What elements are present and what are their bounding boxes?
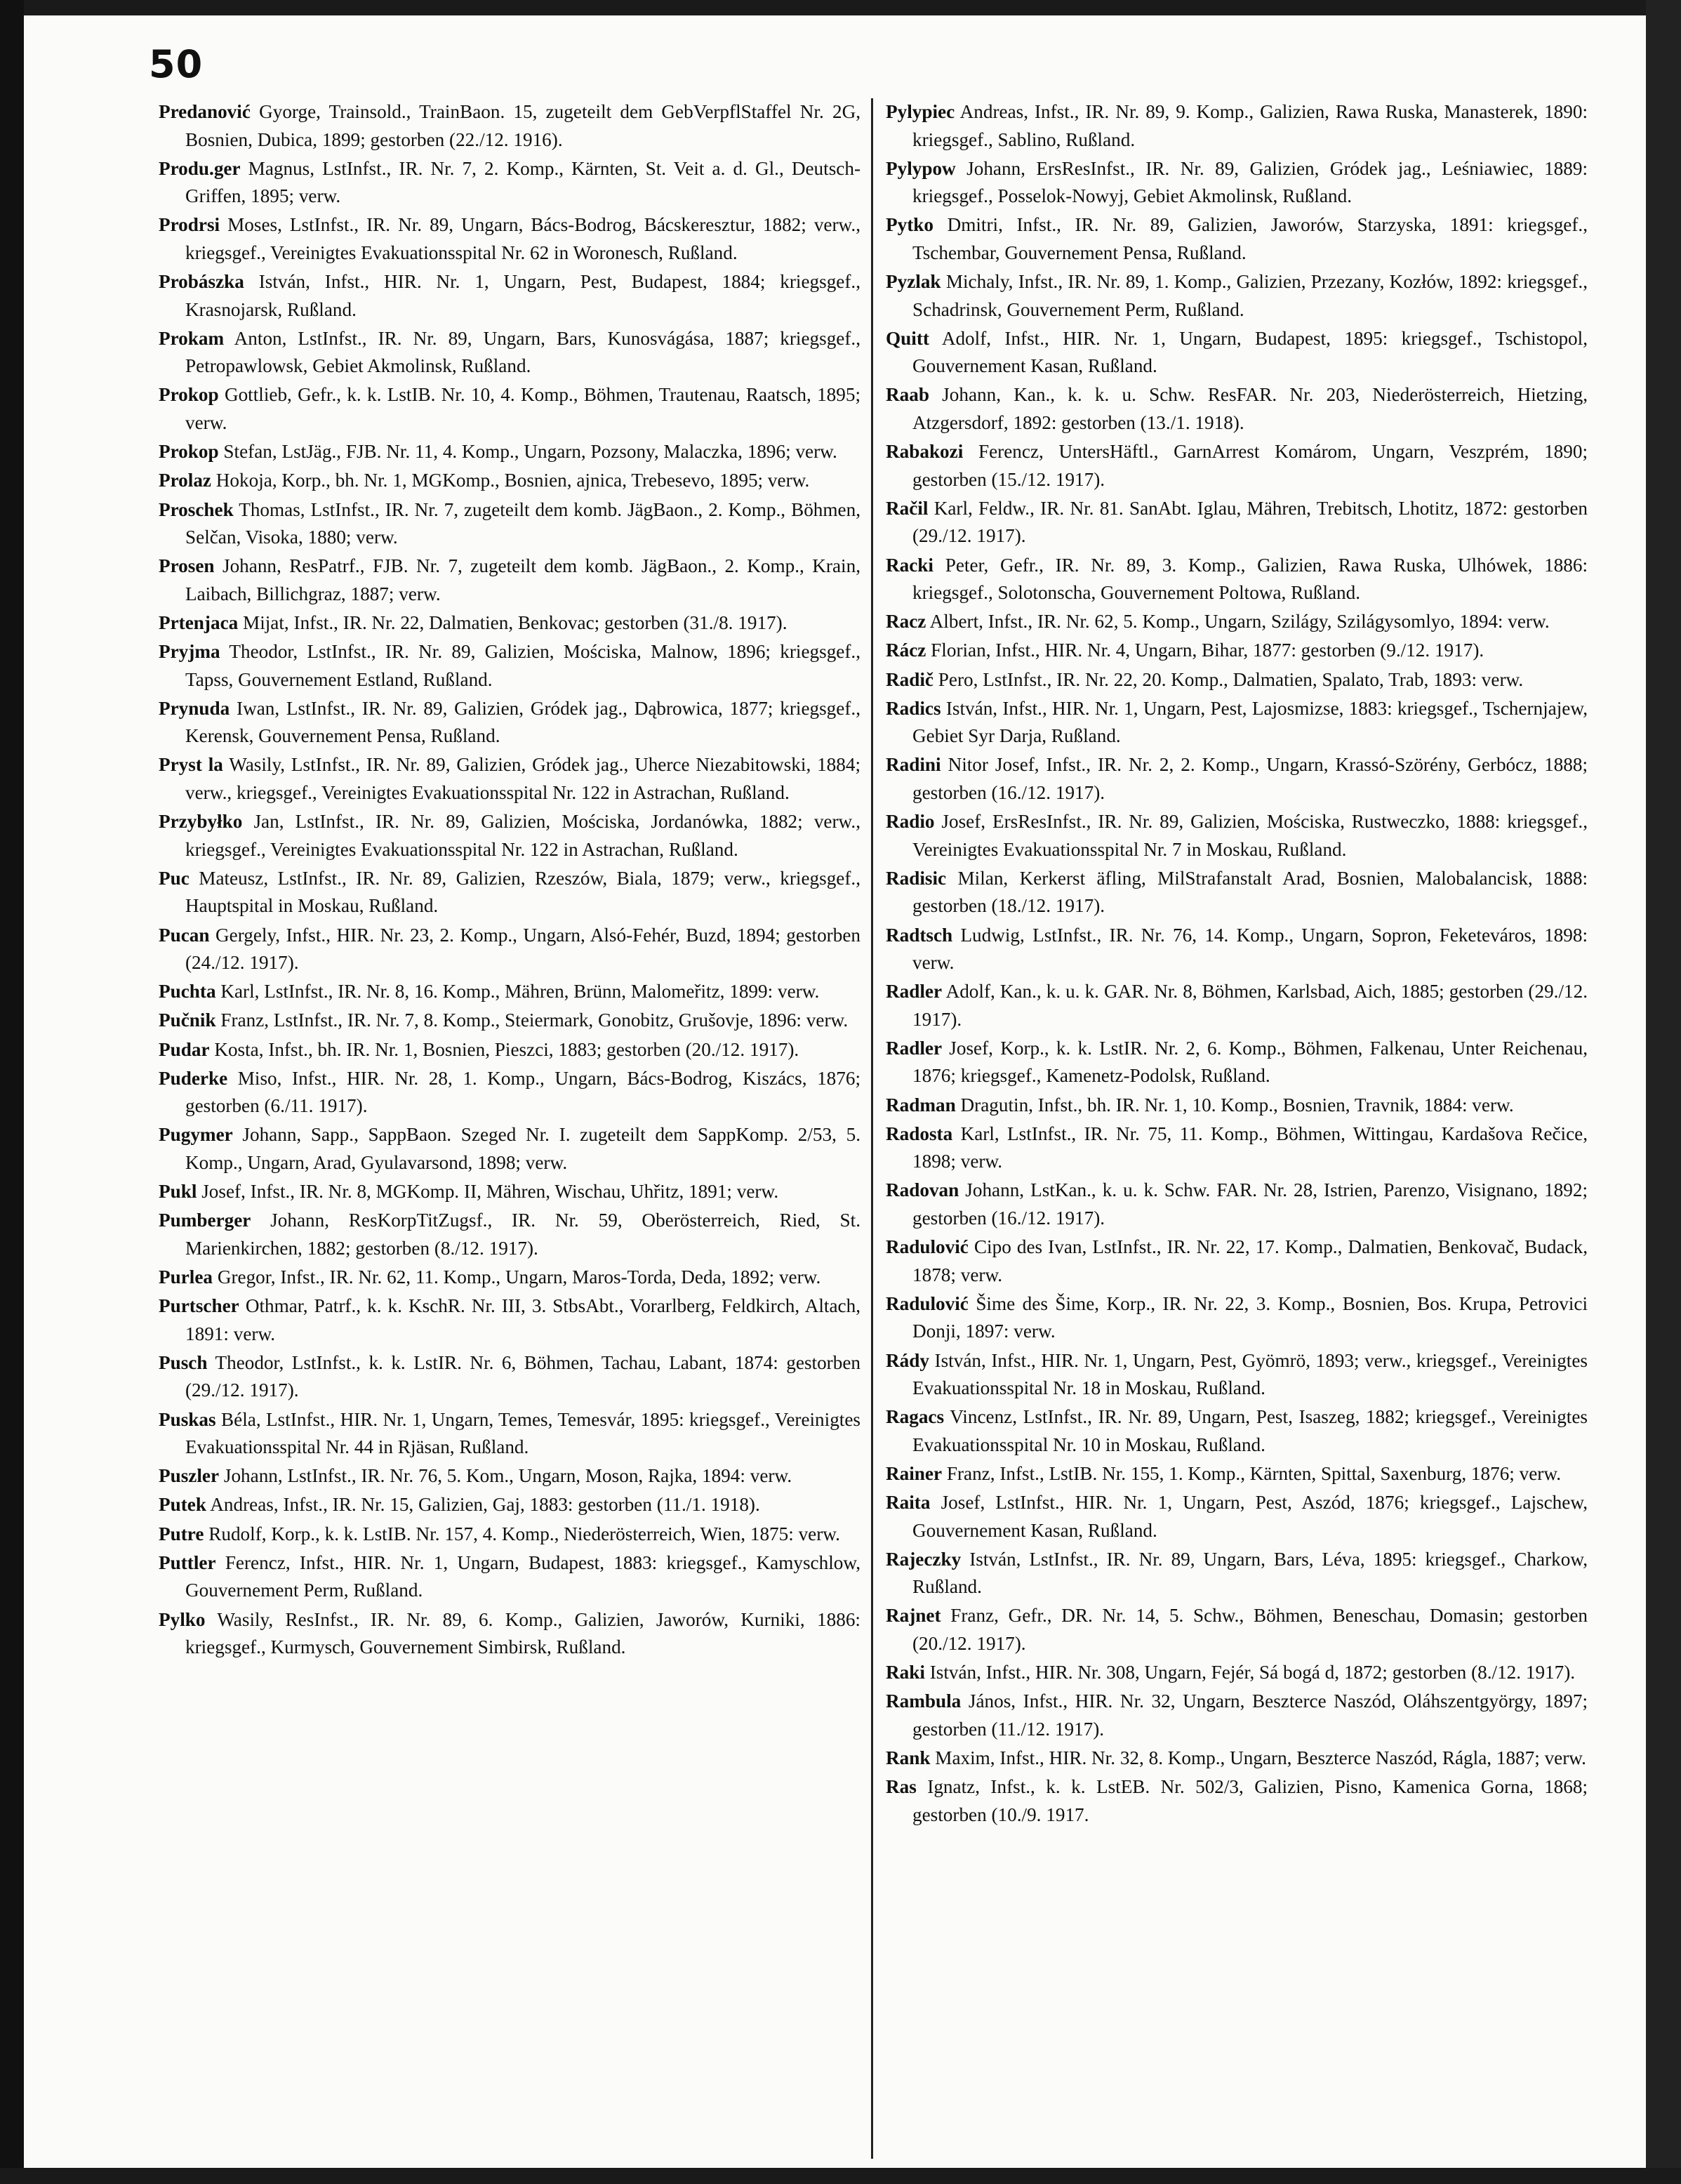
- entry-details: István, Infst., HIR. Nr. 1, Ungarn, Pest, Budapest, 1884; kriegsgef., Krasnojarsk, Rußland.: [185, 271, 861, 320]
- casualty-entry: [159, 1462, 861, 1490]
- casualty-entry: [159, 467, 861, 495]
- entry-surname: Probászka: [159, 271, 244, 293]
- entry-surname: Prtenjaca: [159, 611, 239, 633]
- entry-details: Karl, Feldw., IR. Nr. 81. SanAbt. Iglau, Mähren, Trebitsch, Lhotitz, 1872: gestorben (29./12. 1917).: [912, 497, 1588, 547]
- entry-surname: Radtsch: [886, 924, 953, 946]
- casualty-entry: [886, 1688, 1588, 1743]
- entry-details: Franz, Infst., LstIB. Nr. 155, 1. Komp., Kärnten, Spittal, Saxenburg, 1876; verw.: [946, 1462, 1562, 1484]
- entry-details: János, Infst., HIR. Nr. 32, Ungarn, Beszterce Naszód, Oláhszentgyörgy, 1897; gestorben (11./12. 1917).: [912, 1690, 1588, 1740]
- casualty-entry: [886, 1659, 1588, 1687]
- entry-surname: Radosta: [886, 1123, 953, 1144]
- entry-details: Ferencz, Infst., HIR. Nr. 1, Ungarn, Budapest, 1883: kriegsgef., Kamyschlow, Gouvernement Perm, Rußland.: [185, 1551, 861, 1601]
- entry-details: Cipo des Ivan, LstInfst., IR. Nr. 22, 17. Komp., Dalmatien, Benkovač, Budack, 1878; verw.: [912, 1236, 1588, 1285]
- casualty-entry: [159, 1036, 861, 1064]
- entry-details: Jan, LstInfst., IR. Nr. 89, Galizien, Mościska, Jordanówka, 1882; verw., kriegsgef., Vereinigtes Evakuationsspital Nr. 122 in Astrachan, Rußland.: [185, 811, 861, 860]
- entry-surname: Radulović: [886, 1236, 969, 1258]
- entry-details: Iwan, LstInfst., IR. Nr. 89, Galizien, Gródek jag., Dąbrowica, 1877; kriegsgef., Kerensk, Gouvernement Pensa, Rußland.: [185, 697, 861, 747]
- entry-details: Johann, Kan., k. k. u. Schw. ResFAR. Nr. 203, Niederösterreich, Hietzing, Atzgersdorf, 1892: gestorben (13./1. 1918).: [912, 384, 1588, 433]
- entry-details: Johann, Sapp., SappBaon. Szeged Nr. I. zugeteilt dem SappKomp. 2/53, 5. Komp., Ungarn, Arad, Gyulavarsond, 1898; verw.: [185, 1124, 861, 1173]
- entry-surname: Pugymer: [159, 1124, 233, 1146]
- entry-details: Béla, LstInfst., HIR. Nr. 1, Ungarn, Temes, Temesvár, 1895: kriegsgef., Vereinigtes Evakuationsspital Nr. 44 in Rjäsan, Rußland.: [185, 1408, 861, 1458]
- scan-border-left: [0, 0, 24, 2184]
- entry-surname: Pryjma: [159, 641, 220, 663]
- entry-surname: Radics: [886, 697, 941, 719]
- casualty-entry: [159, 1007, 861, 1035]
- entry-details: Albert, Infst., IR. Nr. 62, 5. Komp., Ungarn, Szilágy, Szilágysomlyo, 1894: verw.: [929, 611, 1550, 633]
- entry-surname: Pučnik: [159, 1010, 216, 1031]
- entry-surname: Rainer: [886, 1462, 943, 1484]
- entry-details: Milan, Kerkerst äfling, MilStrafanstalt Arad, Bosnien, Malobalancisk, 1888: gestorben (18./12. 1917).: [912, 867, 1588, 917]
- entry-details: Othmar, Patrf., k. k. KschR. Nr. III, 3. StbsAbt., Vorarlberg, Feldkirch, Altach, 1891: verw.: [185, 1295, 861, 1344]
- casualty-entry: [886, 808, 1588, 863]
- casualty-entry: [159, 1121, 861, 1177]
- casualty-entry: [886, 1489, 1588, 1544]
- entry-surname: Radman: [886, 1094, 956, 1116]
- entry-details: Gergely, Infst., HIR. Nr. 23, 2. Komp., Ungarn, Alsó-Fehér, Buzd, 1894; gestorben (24./12. 1917).: [185, 924, 861, 973]
- scan-border-right: [1646, 0, 1681, 2184]
- entry-details: Rudolf, Korp., k. k. LstIB. Nr. 157, 4. Komp., Niederösterreich, Wien, 1875: verw.: [208, 1523, 840, 1544]
- casualty-entry: [159, 922, 861, 977]
- entry-surname: Prosen: [159, 555, 215, 577]
- entry-surname: Pyzlak: [886, 271, 941, 293]
- entry-details: Peter, Gefr., IR. Nr. 89, 3. Komp., Galizien, Rawa Ruska, Ulhówek, 1886: kriegsgef., Solotonscha, Gouvernement Poltowa, Rußland.: [912, 554, 1588, 603]
- entry-surname: Pylypiec: [886, 101, 955, 122]
- casualty-entry: [886, 155, 1588, 211]
- entry-details: Josef, Korp., k. k. LstIR. Nr. 2, 6. Komp., Böhmen, Falkenau, Unter Reichenau, 1876; kriegsgef., Kamenetz-Podolsk, Rußland.: [912, 1037, 1588, 1087]
- entry-surname: Putek: [159, 1494, 206, 1516]
- casualty-entry: [886, 1347, 1588, 1403]
- entry-surname: Pucan: [159, 924, 210, 946]
- casualty-entry: [886, 1177, 1588, 1232]
- entry-details: Adolf, Kan., k. u. k. GAR. Nr. 8, Böhmen, Karlsbad, Aich, 1885; gestorben (29./12. 1917).: [912, 981, 1588, 1030]
- entry-surname: Rajnet: [886, 1605, 941, 1627]
- entry-details: Anton, LstInfst., IR. Nr. 89, Ungarn, Bars, Kunosvágása, 1887; kriegsgef., Petropawlowsk, Gebiet Akmolinsk, Rußland.: [185, 327, 861, 377]
- casualty-entry: [159, 381, 861, 437]
- entry-details: Ludwig, LstInfst., IR. Nr. 76, 14. Komp., Ungarn, Sopron, Feketeváros, 1898: verw.: [912, 924, 1588, 973]
- entry-details: Ignatz, Infst., k. k. LstEB. Nr. 502/3, Galizien, Pisno, Kamenica Gorna, 1868; gestorben (10./9. 1917.: [912, 1776, 1588, 1825]
- entry-surname: Pylypow: [886, 157, 956, 179]
- entry-details: Theodor, LstInfst., IR. Nr. 89, Galizien, Mościska, Malnow, 1896; kriegsgef., Tapss, Gouvernement Estland, Rußland.: [185, 641, 861, 690]
- left-column: [159, 98, 861, 1662]
- casualty-entry: [159, 438, 861, 466]
- entry-surname: Prodrsi: [159, 214, 220, 236]
- entry-surname: Ras: [886, 1776, 917, 1798]
- entry-details: Wasily, ResInfst., IR. Nr. 89, 6. Komp., Galizien, Jaworów, Kurniki, 1886: kriegsgef., Kurmysch, Gouvernement Simbirsk, Rußland.: [185, 1608, 861, 1657]
- entry-details: Vincenz, LstInfst., IR. Nr. 89, Ungarn, Pest, Isaszeg, 1882; kriegsgef., Vereinigtes Evakuationsspital Nr. 10 in Moskau, Rußland.: [912, 1406, 1588, 1455]
- casualty-entry: [159, 1264, 861, 1292]
- entry-surname: Rabakozi: [886, 441, 964, 463]
- casualty-entry: [159, 211, 861, 267]
- entry-surname: Racki: [886, 554, 933, 576]
- casualty-entry: [886, 325, 1588, 380]
- entry-surname: Prokop: [159, 384, 219, 406]
- entry-surname: Pudar: [159, 1038, 210, 1060]
- entry-details: Gottlieb, Gefr., k. k. LstIB. Nr. 10, 4. Komp., Böhmen, Trautenau, Raatsch, 1895; verw.: [185, 384, 861, 433]
- entry-surname: Raita: [886, 1492, 931, 1514]
- casualty-entry: [159, 638, 861, 694]
- entry-details: Pero, LstInfst., IR. Nr. 22, 20. Komp., Dalmatien, Spalato, Trab, 1893: verw.: [938, 668, 1524, 690]
- casualty-entry: [159, 695, 861, 750]
- entry-surname: Purtscher: [159, 1295, 239, 1317]
- casualty-entry: [886, 751, 1588, 807]
- casualty-entry: [886, 695, 1588, 750]
- casualty-entry: [159, 1549, 861, 1605]
- entry-surname: Putre: [159, 1523, 204, 1544]
- entry-details: Franz, LstInfst., IR. Nr. 7, 8. Komp., Steiermark, Gonobitz, Grušovje, 1896: verw.: [220, 1010, 849, 1031]
- casualty-entry: [886, 1120, 1588, 1176]
- casualty-entry: [886, 211, 1588, 267]
- scan-border-bottom: [0, 2168, 1681, 2184]
- casualty-entry: [886, 1290, 1588, 1346]
- casualty-entry: [159, 496, 861, 552]
- casualty-entry: [886, 1233, 1588, 1289]
- casualty-entry: [886, 1745, 1588, 1773]
- entry-details: Hokoja, Korp., bh. Nr. 1, MGKomp., Bosnien, ajnica, Trebesevo, 1895; verw.: [215, 470, 810, 491]
- entry-details: István, LstInfst., IR. Nr. 89, Ungarn, Bars, Léva, 1895: kriegsgef., Charkow, Rußland.: [912, 1548, 1588, 1598]
- casualty-entry: [159, 1178, 861, 1206]
- entry-surname: Puttler: [159, 1551, 216, 1573]
- entry-surname: Prolaz: [159, 470, 211, 491]
- casualty-entry: [886, 268, 1588, 324]
- entry-surname: Racz: [886, 611, 926, 633]
- casualty-entry: [886, 1092, 1588, 1120]
- entry-surname: Puderke: [159, 1067, 228, 1089]
- entry-surname: Pryst la: [159, 754, 223, 776]
- right-column: [886, 98, 1588, 1830]
- casualty-entry: [886, 1035, 1588, 1090]
- casualty-entry: [159, 1406, 861, 1462]
- entry-details: Johann, ResPatrf., FJB. Nr. 7, zugeteilt dem komb. JägBaon., 2. Komp., Krain, Laibach, Billichgraz, 1887; verw.: [185, 555, 861, 604]
- entry-details: Kosta, Infst., bh. IR. Nr. 1, Bosnien, Pieszci, 1883; gestorben (20./12. 1917).: [214, 1038, 799, 1060]
- entry-details: Mateusz, LstInfst., IR. Nr. 89, Galizien, Rzeszów, Biala, 1879; verw., kriegsgef., Hauptspital in Moskau, Rußland.: [185, 867, 861, 917]
- entry-details: Michaly, Infst., IR. Nr. 89, 1. Komp., Galizien, Przezany, Kozłów, 1892: kriegsgef., Schadrinsk, Gouvernement Perm, Rußland.: [912, 271, 1588, 320]
- casualty-entry: [159, 978, 861, 1006]
- entry-surname: Quitt: [886, 327, 929, 349]
- casualty-entry: [886, 922, 1588, 977]
- entry-surname: Puchta: [159, 981, 216, 1002]
- entry-surname: Radler: [886, 981, 943, 1002]
- entry-details: Josef, ErsResInfst., IR. Nr. 89, Galizien, Mościska, Rustweczko, 1888: kriegsgef., Vereinigtes Evakuationsspital Nr. 7 in Moskau, Rußland.: [912, 811, 1588, 860]
- entry-surname: Rank: [886, 1747, 931, 1768]
- entry-surname: Pylko: [159, 1608, 206, 1630]
- entry-details: Šime des Šime, Korp., IR. Nr. 22, 3. Komp., Bosnien, Bos. Krupa, Petrovici Donji, 1897: verw.: [912, 1292, 1588, 1342]
- entry-details: Josef, LstInfst., HIR. Nr. 1, Ungarn, Pest, Aszód, 1876; kriegsgef., Lajschew, Gouvernement Kasan, Rußland.: [912, 1492, 1588, 1541]
- entry-surname: Prynuda: [159, 697, 230, 719]
- casualty-entry: [886, 552, 1588, 607]
- casualty-entry: [159, 1521, 861, 1549]
- entry-surname: Radovan: [886, 1179, 959, 1201]
- entry-surname: Radio: [886, 811, 935, 833]
- entry-surname: Raab: [886, 384, 929, 406]
- casualty-entry: [159, 1491, 861, 1519]
- entry-details: Dragutin, Infst., bh. IR. Nr. 1, 10. Komp., Bosnien, Travnik, 1884: verw.: [960, 1094, 1514, 1116]
- entry-surname: Puc: [159, 867, 190, 889]
- entry-surname: Radisic: [886, 867, 947, 889]
- entry-surname: Pumberger: [159, 1210, 251, 1231]
- casualty-entry: [886, 637, 1588, 665]
- entry-details: Josef, Infst., IR. Nr. 8, MGKomp. II, Mähren, Wischau, Uhřitz, 1891; verw.: [201, 1181, 779, 1203]
- casualty-entry: [159, 751, 861, 807]
- entry-details: Theodor, LstInfst., k. k. LstIR. Nr. 6, Böhmen, Tachau, Labant, 1874: gestorben (29./12. 1917).: [185, 1351, 861, 1401]
- entry-details: Franz, Gefr., DR. Nr. 14, 5. Schw., Böhmen, Beneschau, Domasin; gestorben (20./12. 1917).: [912, 1605, 1588, 1654]
- entry-details: Johann, LstInfst., IR. Nr. 76, 5. Kom., Ungarn, Moson, Rajka, 1894: verw.: [223, 1465, 792, 1487]
- entry-surname: Produ.ger: [159, 157, 241, 179]
- entry-surname: Pytko: [886, 214, 933, 236]
- column-divider: [871, 98, 873, 2159]
- entry-details: Andreas, Infst., IR. Nr. 89, 9. Komp., Galizien, Rawa Ruska, Manasterek, 1890: kriegsgef., Sablino, Rußland.: [912, 101, 1588, 150]
- entry-details: Karl, LstInfst., IR. Nr. 75, 11. Komp., Böhmen, Wittingau, Kardašova Rečice, 1898; verw.: [912, 1123, 1588, 1172]
- entry-details: Thomas, LstInfst., IR. Nr. 7, zugeteilt dem komb. JägBaon., 2. Komp., Böhmen, Selčan, Visoka, 1880; verw.: [185, 498, 861, 548]
- entry-details: Nitor Josef, Infst., IR. Nr. 2, 2. Komp., Ungarn, Krassó-Szörény, Gerbócz, 1888; gestorben (16./12. 1917).: [912, 754, 1588, 803]
- casualty-entry: [159, 552, 861, 608]
- scan-border-top: [0, 0, 1681, 15]
- casualty-entry: [886, 1602, 1588, 1657]
- entry-surname: Radini: [886, 754, 941, 776]
- casualty-entry: [886, 978, 1588, 1033]
- casualty-entry: [886, 1773, 1588, 1829]
- entry-surname: Radler: [886, 1037, 943, 1059]
- entry-surname: Ragacs: [886, 1406, 945, 1428]
- casualty-entry: [886, 495, 1588, 550]
- entry-details: Dmitri, Infst., IR. Nr. 89, Galizien, Jaworów, Starzyska, 1891: kriegsgef., Tschembar, Gouvernement Pensa, Rußland.: [912, 214, 1588, 263]
- entry-surname: Raki: [886, 1662, 925, 1683]
- casualty-entry: [159, 325, 861, 380]
- casualty-entry: [159, 1207, 861, 1262]
- casualty-entry: [159, 1606, 861, 1662]
- casualty-entry: [886, 381, 1588, 437]
- casualty-entry: [159, 98, 861, 154]
- entry-details: Johann, ResKorpTitZugsf., IR. Nr. 59, Oberösterreich, Ried, St. Marienkirchen, 1882; gestorben (8./12. 1917).: [185, 1210, 861, 1259]
- casualty-entry: [159, 1349, 861, 1405]
- entry-surname: Pukl: [159, 1181, 197, 1203]
- entry-surname: Rácz: [886, 640, 926, 661]
- casualty-entry: [159, 865, 861, 920]
- entry-details: Johann, ErsResInfst., IR. Nr. 89, Galizien, Gródek jag., Leśniawiec, 1889: kriegsgef., Posselok-Nowyj, Gebiet Akmolinsk, Rußland.: [912, 157, 1588, 207]
- entry-surname: Radulović: [886, 1292, 969, 1314]
- casualty-entry: [159, 268, 861, 324]
- entry-details: István, Infst., HIR. Nr. 308, Ungarn, Fejér, Sá bogá d, 1872; gestorben (8./12. 1917).: [929, 1662, 1576, 1683]
- entry-surname: Prokop: [159, 441, 219, 463]
- casualty-entry: [159, 808, 861, 863]
- entry-surname: Puszler: [159, 1465, 220, 1487]
- entry-details: Moses, LstInfst., IR. Nr. 89, Ungarn, Bács-Bodrog, Bácskeresztur, 1882; verw., kriegsgef., Vereinigtes Evakuationsspital Nr. 62 in Woronesch, Rußland.: [185, 214, 861, 263]
- entry-surname: Predanović: [159, 101, 251, 122]
- entry-details: Miso, Infst., HIR. Nr. 28, 1. Komp., Ungarn, Bács-Bodrog, Kiszács, 1876; gestorben (6./11. 1917).: [185, 1067, 861, 1117]
- casualty-entry: [159, 155, 861, 211]
- entry-surname: Purlea: [159, 1266, 213, 1288]
- entry-details: Johann, LstKan., k. u. k. Schw. FAR. Nr. 28, Istrien, Parenzo, Visignano, 1892; gestorben (16./12. 1917).: [912, 1179, 1588, 1229]
- entry-details: István, Infst., HIR. Nr. 1, Ungarn, Pest, Gyömrö, 1893; verw., kriegsgef., Vereinigtes Evakuationsspital Nr. 18 in Moskau, Rußland.: [912, 1349, 1588, 1398]
- entry-details: Mijat, Infst., IR. Nr. 22, Dalmatien, Benkovac; gestorben (31./8. 1917).: [243, 611, 788, 633]
- entry-details: Maxim, Infst., HIR. Nr. 32, 8. Komp., Ungarn, Beszterce Naszód, Rágla, 1887; verw.: [935, 1747, 1586, 1768]
- entry-surname: Puskas: [159, 1408, 216, 1430]
- casualty-entry: [159, 1065, 861, 1120]
- entry-surname: Pusch: [159, 1351, 208, 1373]
- casualty-entry: [159, 609, 861, 637]
- entry-surname: Proschek: [159, 498, 234, 520]
- casualty-entry: [886, 98, 1588, 154]
- entry-surname: Rajeczky: [886, 1548, 962, 1570]
- casualty-entry: [159, 1292, 861, 1348]
- casualty-entry: [886, 1460, 1588, 1488]
- page-number: 50: [149, 42, 204, 86]
- entry-details: Magnus, LstInfst., IR. Nr. 7, 2. Komp., Kärnten, St. Veit a. d. Gl., Deutsch-Griffen, 1895; verw.: [185, 157, 861, 207]
- entry-details: Andreas, Infst., IR. Nr. 15, Galizien, Gaj, 1883: gestorben (11./1. 1918).: [210, 1494, 760, 1516]
- casualty-entry: [886, 666, 1588, 694]
- entry-details: Florian, Infst., HIR. Nr. 4, Ungarn, Bihar, 1877: gestorben (9./12. 1917).: [931, 640, 1484, 661]
- entry-surname: Przybyłko: [159, 811, 243, 833]
- casualty-entry: [886, 865, 1588, 920]
- entry-details: Wasily, LstInfst., IR. Nr. 89, Galizien, Gródek jag., Uherce Niezabitowski, 1884; verw., kriegsgef., Vereinigtes Evakuationsspital Nr. 122 in Astrachan, Rußland.: [185, 754, 861, 803]
- entry-details: Stefan, LstJäg., FJB. Nr. 11, 4. Komp., Ungarn, Pozsony, Malaczka, 1896; verw.: [223, 441, 837, 463]
- casualty-entry: [886, 438, 1588, 494]
- entry-surname: Prokam: [159, 327, 225, 349]
- entry-details: Karl, LstInfst., IR. Nr. 8, 16. Komp., Mähren, Brünn, Malomeřitz, 1899: verw.: [220, 981, 820, 1002]
- entry-details: István, Infst., HIR. Nr. 1, Ungarn, Pest, Lajosmizse, 1883: kriegsgef., Tschernjajew, Gebiet Syr Darja, Rußland.: [912, 697, 1588, 747]
- entry-surname: Račil: [886, 497, 929, 519]
- entry-details: Gregor, Infst., IR. Nr. 62, 11. Komp., Ungarn, Maros-Torda, Deda, 1892; verw.: [217, 1266, 821, 1288]
- casualty-entry: [886, 1546, 1588, 1601]
- entry-details: Adolf, Infst., HIR. Nr. 1, Ungarn, Budapest, 1895: kriegsgef., Tschistopol, Gouvernement Kasan, Rußland.: [912, 327, 1588, 377]
- entry-details: Ferencz, UntersHäftl., GarnArrest Komárom, Ungarn, Veszprém, 1890; gestorben (15./12. 1917).: [912, 441, 1588, 490]
- entry-surname: Rambula: [886, 1690, 962, 1712]
- casualty-entry: [886, 1403, 1588, 1459]
- entry-surname: Rády: [886, 1349, 929, 1371]
- casualty-entry: [886, 608, 1588, 636]
- entry-details: Gyorge, Trainsold., TrainBaon. 15, zugeteilt dem GebVerpflStaffel Nr. 2G, Bosnien, Dubica, 1899; gestorben (22./12. 1916).: [185, 101, 861, 150]
- entry-surname: Radič: [886, 668, 933, 690]
